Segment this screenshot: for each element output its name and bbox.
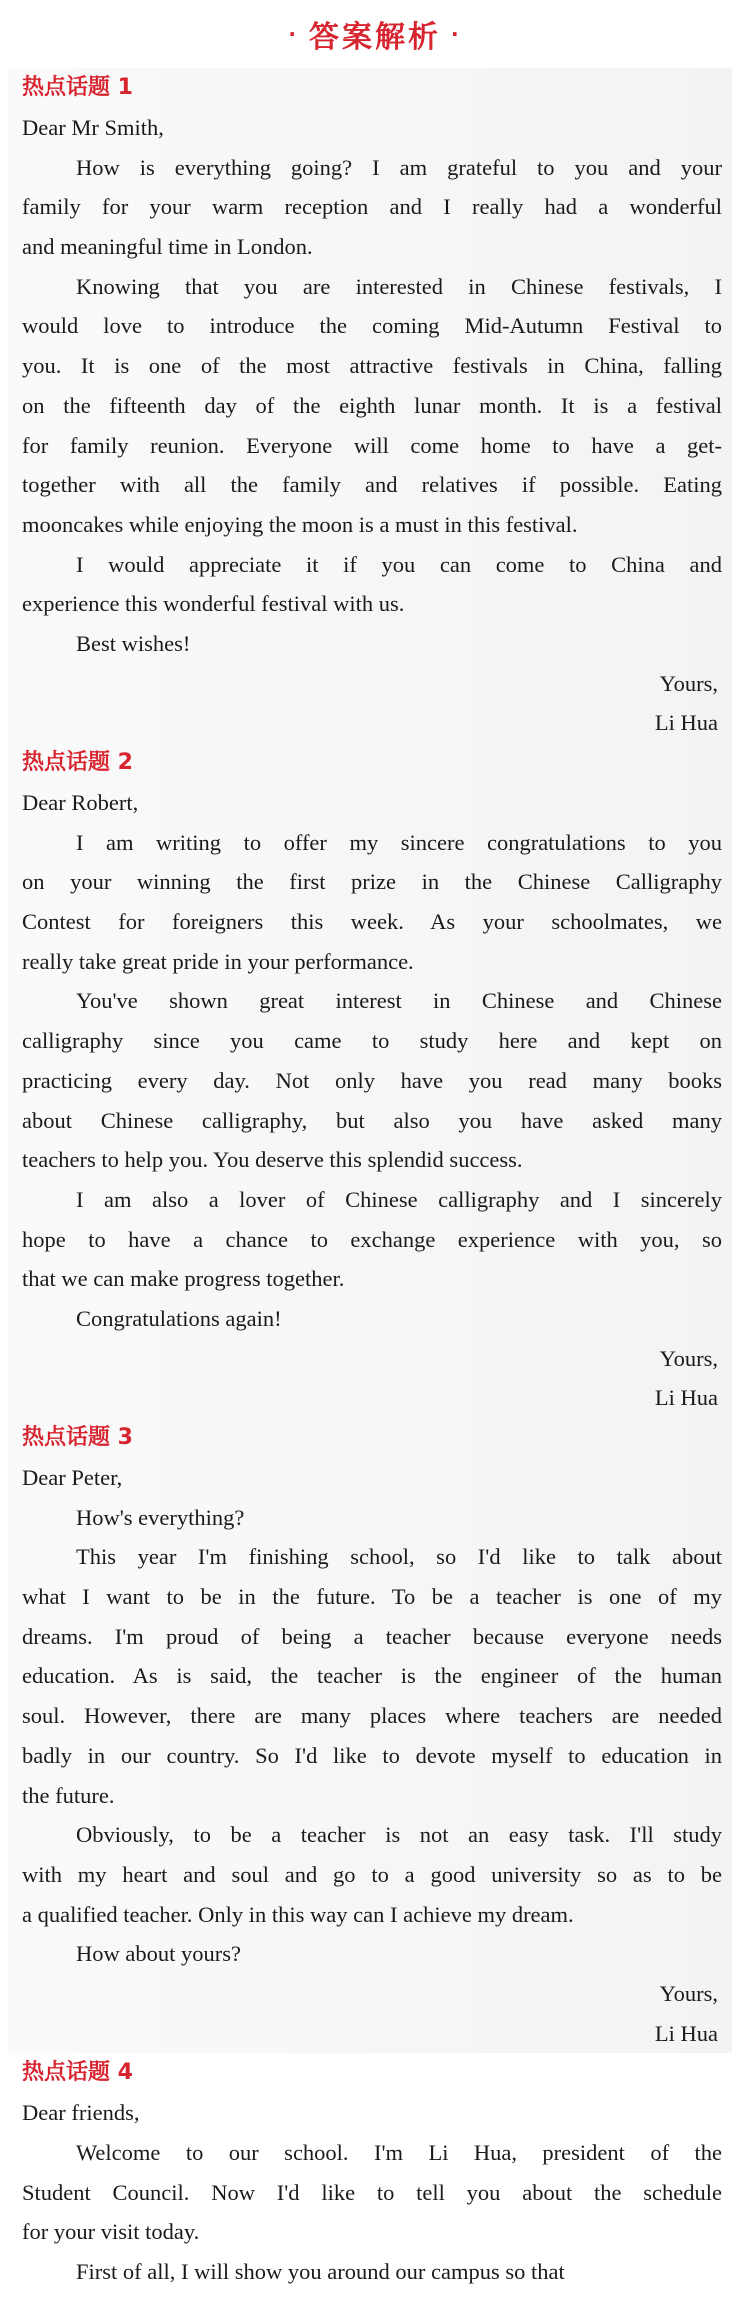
signature: Li Hua: [654, 2020, 718, 2046]
signature: Li Hua: [654, 1385, 718, 1411]
paragraph-line: I am also a lover of Chinese calligraphy and I sincerely: [76, 1186, 722, 1212]
paragraph-line: education. As is said, the teacher is the engineer of the human: [22, 1663, 722, 1689]
paragraph-line: Welcome to our school. I'm Li Hua, president of the: [76, 2140, 722, 2165]
paragraph-line: and meaningful time in London.: [22, 234, 313, 260]
paragraph-line: you. It is one of the most attractive festivals in China, falling: [22, 353, 722, 379]
paragraph-line: This year I'm finishing school, so I'd like to talk about: [76, 1544, 722, 1570]
header-dot-left: ·: [288, 22, 299, 46]
page-title: 答案解析: [309, 20, 441, 55]
paragraph-line: hope to have a chance to exchange experience with you, so: [22, 1226, 722, 1252]
paragraph-line: for family reunion. Everyone will come home to have a get-: [22, 432, 722, 458]
essay-section-1: [8, 68, 732, 743]
paragraph-line: with my heart and soul and go to a good university so as to be: [22, 1861, 722, 1887]
salutation: Dear Peter,: [22, 1465, 123, 1490]
paragraph-line: Knowing that you are interested in Chinese festivals, I: [76, 273, 722, 299]
paragraph-line: soul. However, there are many places where teachers are needed: [22, 1703, 722, 1729]
paragraph-line: experience this wonderful festival with us.: [22, 591, 405, 617]
paragraph-line: really take great pride in your performance.: [22, 948, 414, 974]
page-header: [0, 0, 750, 68]
paragraph-line: the future.: [22, 1782, 115, 1808]
closing-line: Congratulations again!: [76, 1305, 282, 1331]
essay-section-4: [8, 2053, 732, 2291]
topic-heading: 热点话题 3: [22, 1425, 133, 1450]
essay-section-3: [8, 1418, 732, 2053]
signature: Li Hua: [654, 710, 718, 736]
paragraph-line: a qualified teacher. Only in this way can I achieve my dream.: [22, 1901, 574, 1927]
salutation: Dear Robert,: [22, 790, 139, 815]
paragraph-line: on the fifteenth day of the eighth lunar month. It is a festival: [22, 392, 722, 418]
paragraph-line: How's everything?: [76, 1504, 245, 1530]
salutation: Dear Mr Smith,: [22, 115, 164, 140]
answer-content: [0, 68, 750, 2320]
closing-line: Best wishes!: [76, 630, 191, 656]
paragraph-line: what I want to be in the future. To be a teacher is one of my: [22, 1584, 722, 1610]
paragraph-line: practicing every day. Not only have you read many books: [22, 1067, 722, 1093]
paragraph-line: I am writing to offer my sincere congratulations to you: [76, 829, 722, 855]
paragraph-line: calligraphy since you came to study here and kept on: [22, 1028, 722, 1054]
paragraph-line: would love to introduce the coming Mid-Autumn Festival to: [22, 313, 722, 339]
paragraph-line: family for your warm reception and I really had a wonderful: [22, 194, 722, 220]
paragraph-line: I would appreciate it if you can come to China and: [76, 551, 722, 577]
paragraph-line: badly in our country. So I'd like to devote myself to education in: [22, 1742, 722, 1768]
topic-heading: 热点话题 1: [22, 75, 133, 100]
paragraph-line: Contest for foreigners this week. As your schoolmates, we: [22, 909, 722, 935]
sign-off: Yours,: [659, 1345, 718, 1371]
header-dot-right: ·: [451, 22, 462, 46]
topic-heading: 热点话题 2: [22, 750, 133, 775]
salutation: Dear friends,: [22, 2100, 140, 2126]
paragraph-line: Obviously, to be a teacher is not an easy task. I'll study: [76, 1822, 722, 1848]
sign-off: Yours,: [659, 670, 718, 696]
paragraph-line: teachers to help you. You deserve this splendid success.: [22, 1147, 523, 1173]
paragraph-line: together with all the family and relatives if possible. Eating: [22, 472, 722, 498]
paragraph-line: Student Council. Now I'd like to tell you about the schedule: [22, 2179, 722, 2205]
paragraph-line: that we can make progress together.: [22, 1266, 345, 1292]
paragraph-line: on your winning the first prize in the Chinese Calligraphy: [22, 869, 722, 895]
paragraph-line: dreams. I'm proud of being a teacher because everyone needs: [22, 1623, 722, 1649]
paragraph-line: for your visit today.: [22, 2219, 200, 2245]
paragraph-line: about Chinese calligraphy, but also you have asked many: [22, 1107, 722, 1133]
paragraph-line: How is everything going? I am grateful to you and your: [76, 154, 722, 180]
paragraph-line: First of all, I will show you around our campus so that: [76, 2259, 565, 2285]
essay-section-2: [8, 743, 732, 1418]
paragraph-line: You've shown great interest in Chinese and Chinese: [76, 988, 722, 1014]
closing-line: How about yours?: [76, 1941, 241, 1967]
topic-heading: 热点话题 4: [22, 2060, 133, 2086]
paragraph-line: mooncakes while enjoying the moon is a must in this festival.: [22, 511, 578, 537]
sign-off: Yours,: [659, 1980, 718, 2006]
